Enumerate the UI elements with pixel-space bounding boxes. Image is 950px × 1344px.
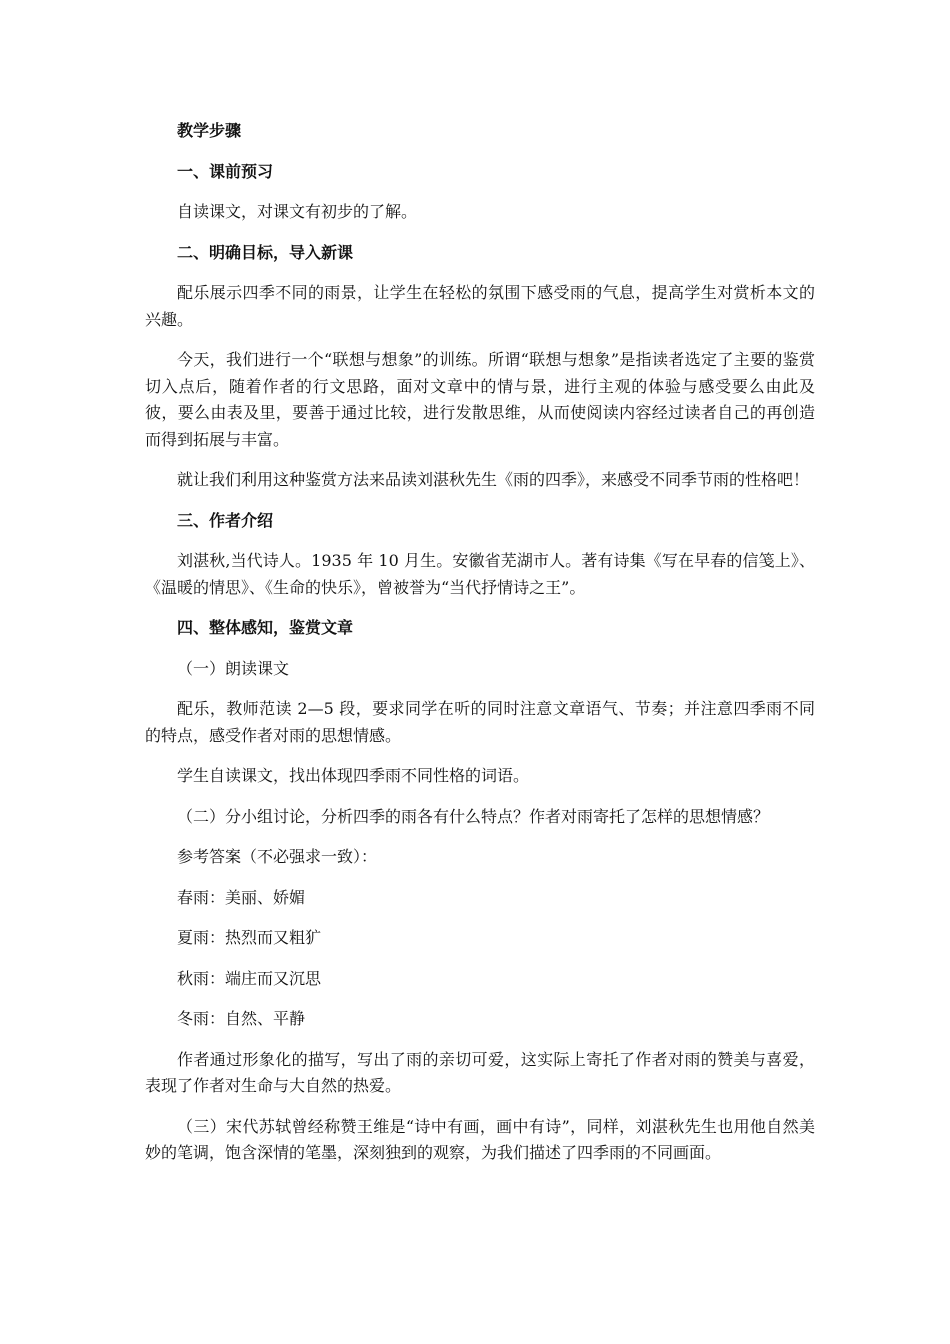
list-item: 夏雨：热烈而又粗犷 (177, 928, 322, 947)
section-heading-preview: 一、课前预习 (177, 161, 274, 181)
paragraph: 配乐展示四季不同的雨景，让学生在轻松的氛围下感受雨的气息，提高学生对赏析本文的兴趣。 (145, 283, 815, 329)
paragraph: 作者通过形象化的描写，写出了雨的亲切可爱，这实际上寄托了作者对雨的赞美与喜爱，表现了作者对生命与大自然的热爱。 (145, 1049, 815, 1095)
paragraph: （一）朗读课文 (177, 658, 290, 678)
paragraph: 刘湛秋,当代诗人。1935 年 10 月生。安徽省芜湖市人。著有诗集《写在早春的信笺上》、《温暖的情思》、《生命的快乐》，曾被誉为“当代抒情诗之王”。 (145, 551, 815, 597)
section-heading-goals: 二、明确目标，导入新课 (177, 242, 354, 262)
paragraph: 今天，我们进行一个“联想与想象”的训练。所谓“联想与想象”是指读者选定了主要的鉴赏切入点后，随着作者的行文思路，面对文章中的情与景，进行主观的体验与感受要么由此及彼，要么由表及里，要善于通过比较，进行发散思维，从而使阅读内容经过读者自己的再创造而得到拓展与丰富。 (145, 350, 815, 449)
paragraph: 学生自读课文，找出体现四季雨不同性格的词语。 (177, 766, 530, 785)
paragraph: （二）分小组讨论，分析四季的雨各有什么特点？作者对雨寄托了怎样的思想情感？ (177, 806, 770, 826)
document-body (145, 118, 815, 1167)
paragraph: 自读课文，对课文有初步的了解。 (177, 202, 418, 221)
list-item: 秋雨：端庄而又沉思 (177, 968, 322, 988)
section-heading-overall: 四、整体感知，鉴赏文章 (177, 618, 354, 637)
paragraph: 参考答案（不必强求一致）： (177, 847, 378, 866)
paragraph: （三）宋代苏轼曾经称赞王维是“诗中有画，画中有诗”，同样，刘湛秋先生也用他自然美妙的笔调，饱含深情的笔墨，深刻独到的观察，为我们描述了四季雨的不同画面。 (145, 1116, 815, 1162)
section-title-teaching-steps: 教学步骤 (177, 121, 242, 140)
section-heading-author: 三、作者介绍 (177, 510, 274, 530)
paragraph: 就让我们利用这种鉴赏方法来品读刘湛秋先生《雨的四季》，来感受不同季节雨的性格吧！ (177, 470, 810, 489)
list-item: 春雨：美丽、娇媚 (177, 887, 306, 907)
list-item: 冬雨：自然、平静 (177, 1009, 306, 1028)
paragraph: 配乐，教师范读 2—5 段，要求同学在听的同时注意文章语气、节奏；并注意四季雨不同的特点，感受作者对雨的思想情感。 (145, 699, 815, 745)
